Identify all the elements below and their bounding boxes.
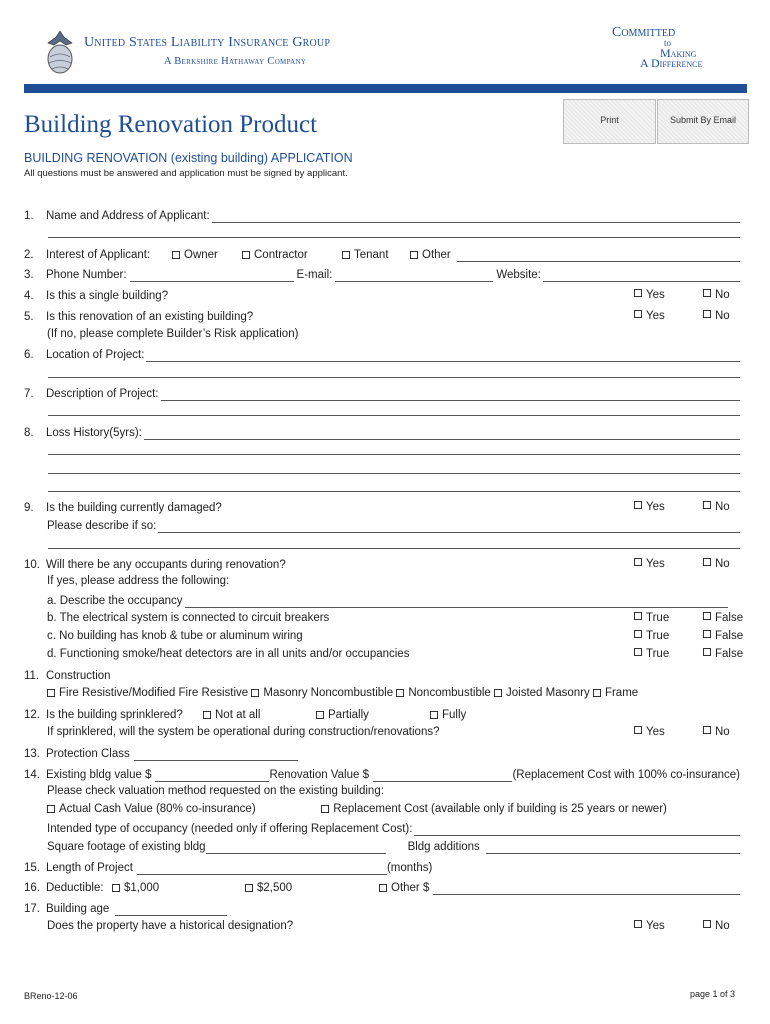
q12-label: Is the building sprinklered? (46, 709, 183, 721)
option-label: No (715, 501, 730, 513)
option-label: Replacement Cost (available only if building is 25 years or newer) (333, 803, 667, 815)
q14-sqft-label: Square footage of existing bldg (47, 841, 206, 853)
slogan-difference: Difference (651, 56, 703, 70)
q10d-label: d. Functioning smoke/heat detectors are in all units and/or occupancies (47, 648, 410, 660)
website-field[interactable] (543, 271, 740, 282)
option-label: No (715, 726, 730, 738)
square-footage-field[interactable] (206, 843, 386, 854)
q1-number: 1. (24, 210, 34, 222)
q2-other-label: Other (422, 249, 451, 261)
q9-row (24, 499, 740, 515)
q10b-label: b. The electrical system is connected to circuit breakers (47, 612, 330, 624)
company-subtitle: A Berkshire Hathaway Company (164, 56, 307, 67)
deductible-other[interactable] (379, 881, 429, 895)
section-heading (24, 151, 353, 165)
heading-part2: (existing building) (170, 151, 269, 165)
checkbox[interactable] (321, 805, 329, 813)
q2-tenant-option[interactable] (342, 248, 410, 262)
slogan-to: to (664, 38, 672, 48)
checkbox[interactable] (593, 689, 601, 697)
valuation-options (47, 803, 667, 816)
construction-fire-resistive[interactable] (47, 687, 248, 699)
company-name: United States Liability Insurance Group (84, 35, 331, 50)
q10b-true-option[interactable] (634, 612, 669, 624)
option-label: False (715, 630, 744, 642)
option-label: True (646, 648, 670, 660)
renovation-value-field[interactable] (373, 771, 512, 782)
construction-masonry-noncombustible[interactable] (251, 687, 393, 699)
q8-row (24, 424, 740, 440)
checkbox[interactable] (396, 689, 404, 697)
checkbox[interactable] (634, 648, 642, 656)
option-label: Yes (646, 920, 665, 932)
q4-number: 4. (24, 290, 34, 302)
q2-owner-label: Owner (184, 249, 218, 261)
project-length-field[interactable] (137, 864, 387, 875)
q12-no-option[interactable] (703, 726, 730, 738)
q1-field[interactable] (212, 212, 740, 223)
sprinkler-partially[interactable] (316, 708, 430, 722)
slogan (612, 25, 732, 70)
loss-history-field[interactable] (144, 429, 740, 440)
sprinkler-not-at-all[interactable] (203, 708, 316, 722)
q14-occupancy-label: Intended type of occupancy (needed only if offering Replacement Cost): (47, 823, 413, 835)
q15-number: 15. (24, 862, 40, 874)
q10c-label: c. No building has knob & tube or aluminum wiring (47, 630, 303, 642)
option-label: Fire Resistive/Modified Fire Resistive (59, 687, 249, 699)
description-field-line2[interactable] (48, 415, 740, 416)
checkbox[interactable] (634, 630, 642, 638)
page-title: Building Renovation Product (24, 111, 318, 138)
q8-number: 8. (24, 427, 34, 439)
q10-ifyes: If yes, please address the following: (47, 575, 230, 587)
option-label: Not at all (215, 709, 261, 721)
q14-number: 14. (24, 769, 40, 781)
q2-contractor-option[interactable] (242, 248, 342, 262)
option-label: Fully (442, 709, 467, 721)
construction-joisted-masonry[interactable] (494, 687, 590, 699)
q16-number: 16. (24, 882, 40, 894)
q3-number: 3. (24, 269, 34, 281)
q10-number: 10. (24, 559, 40, 571)
checkbox[interactable] (634, 501, 642, 509)
checkbox[interactable] (634, 289, 642, 297)
q6-row (24, 346, 740, 362)
q17-number: 17. (24, 903, 40, 915)
occupancy-field[interactable] (185, 597, 728, 608)
checkbox[interactable] (703, 558, 711, 566)
loss-history-line4[interactable] (48, 491, 740, 492)
q14-check-label: Please check valuation method requested on the existing building: (47, 785, 384, 797)
checkbox[interactable] (634, 612, 642, 620)
option-label: Yes (646, 558, 665, 570)
q15-row (24, 859, 740, 875)
checkbox[interactable] (634, 726, 642, 734)
checkbox[interactable] (242, 251, 250, 259)
q9-no-option[interactable] (703, 501, 730, 513)
option-label: Partially (328, 709, 369, 721)
deductible-1000[interactable] (112, 881, 245, 895)
q11-row (24, 667, 740, 683)
checkbox[interactable] (634, 558, 642, 566)
q2-label: Interest of Applicant: (46, 249, 151, 261)
checkbox[interactable] (703, 648, 711, 656)
q10d-false-option[interactable] (703, 648, 743, 660)
checkbox[interactable] (316, 711, 324, 719)
q6-number: 6. (24, 349, 34, 361)
q7-label: Description of Project: (46, 388, 159, 400)
q9-number: 9. (24, 502, 34, 514)
checkbox[interactable] (410, 251, 418, 259)
q17-row (24, 900, 740, 916)
q12-yes-option[interactable] (634, 726, 665, 738)
q17-yes-option[interactable] (634, 920, 665, 932)
deductible-other-field[interactable] (433, 884, 740, 895)
q7-row (24, 385, 740, 401)
q12-operational-label: If sprinklered, will the system be operational during construction/renovations? (47, 726, 440, 738)
q17-no-option[interactable] (703, 920, 730, 932)
q3-website-label: Website: (496, 269, 541, 281)
checkbox[interactable] (112, 884, 120, 892)
q14-additions-label: Bldg additions (407, 841, 480, 853)
q1-row (24, 207, 740, 223)
q2-tenant-label: Tenant (354, 249, 389, 261)
option-label: $2,500 (257, 882, 293, 894)
valuation-acv[interactable] (47, 803, 318, 815)
q11-label: Construction (46, 670, 111, 682)
option-label: False (715, 612, 744, 624)
checkbox[interactable] (245, 884, 253, 892)
q10-yes-option[interactable] (634, 558, 665, 570)
slogan-a: A (640, 56, 649, 70)
checkbox[interactable] (251, 689, 259, 697)
q13-label: Protection Class (46, 748, 130, 760)
q10-row (24, 556, 740, 572)
option-label: Yes (646, 501, 665, 513)
checkbox[interactable] (47, 689, 55, 697)
checkbox[interactable] (634, 310, 642, 318)
q17-label: Building age (46, 903, 110, 915)
submit-email-button[interactable]: Submit By Email (657, 99, 749, 144)
construction-options (47, 687, 638, 700)
option-label: No (715, 289, 730, 301)
q14-sqft-row (47, 838, 740, 854)
q8-label: Loss History(5yrs): (46, 427, 142, 439)
checkbox[interactable] (703, 630, 711, 638)
checkbox[interactable] (172, 251, 180, 259)
option-label: Noncombustible (408, 687, 491, 699)
construction-frame[interactable] (593, 687, 638, 699)
q16-label: Deductible: (46, 882, 104, 894)
sprinkler-fully[interactable] (430, 708, 466, 722)
q2-other-option[interactable] (410, 248, 451, 262)
option-label: Other $ (391, 882, 430, 894)
intended-occupancy-field[interactable] (414, 825, 740, 836)
description-field[interactable] (161, 390, 741, 401)
q7-number: 7. (24, 388, 34, 400)
q3-email-label: E-mail: (296, 269, 333, 281)
option-label: Yes (646, 310, 665, 322)
q10d-true-option[interactable] (634, 648, 669, 660)
instructions: All questions must be answered and application must be signed by applicant. (24, 168, 348, 179)
q17-historical-label: Does the property have a historical designation? (47, 920, 294, 932)
building-age-field[interactable] (115, 905, 227, 916)
loss-history-line2[interactable] (48, 454, 740, 455)
q6-label: Location of Project: (46, 349, 145, 361)
deductible-2500[interactable] (245, 881, 379, 895)
q5-yes-option[interactable] (634, 310, 665, 322)
q2-contractor-label: Contractor (254, 249, 308, 261)
header-bar (24, 84, 747, 93)
checkbox[interactable] (203, 711, 211, 719)
q2-other-field[interactable] (457, 251, 740, 262)
q4-row (24, 287, 740, 303)
checkbox[interactable] (703, 920, 711, 928)
option-label: No (715, 310, 730, 322)
location-field[interactable] (146, 351, 740, 362)
q2-owner-option[interactable] (172, 248, 242, 262)
checkbox[interactable] (47, 805, 55, 813)
location-field-line2[interactable] (48, 377, 740, 378)
q4-no-option[interactable] (703, 289, 730, 301)
damage-description-field[interactable] (158, 522, 740, 533)
heading-part3: APPLICATION (270, 151, 353, 165)
option-label: Frame (604, 687, 639, 699)
q14-occupancy-row (47, 820, 740, 836)
q10-no-option[interactable] (703, 558, 730, 570)
q15-unit: (months) (386, 862, 433, 874)
q9-yes-option[interactable] (634, 501, 665, 513)
q4-yes-option[interactable] (634, 289, 665, 301)
existing-value-field[interactable] (155, 771, 269, 782)
q2-row (24, 246, 740, 262)
q3-phone-label: Phone Number: (46, 269, 127, 281)
checkbox[interactable] (703, 501, 711, 509)
q14-row (24, 766, 740, 782)
checkbox[interactable] (634, 920, 642, 928)
checkbox[interactable] (494, 689, 502, 697)
option-label: Masonry Noncombustible (263, 687, 394, 699)
q13-number: 13. (24, 748, 40, 760)
q9-describe-label: Please describe if so: (47, 520, 157, 532)
eagle-globe-logo (44, 27, 76, 75)
q14-note: (Replacement Cost with 100% co-insurance) (512, 769, 740, 781)
slogan-making: Making (660, 46, 697, 60)
page-number: page 1 of 3 (690, 989, 736, 999)
q10c-true-option[interactable] (634, 630, 669, 642)
q10b-false-option[interactable] (703, 612, 743, 624)
q5-no-option[interactable] (703, 310, 730, 322)
q10c-false-option[interactable] (703, 630, 743, 642)
q11-number: 11. (24, 670, 40, 682)
email-field[interactable] (335, 271, 493, 282)
option-label: Actual Cash Value (80% co-insurance) (59, 803, 256, 815)
checkbox[interactable] (703, 726, 711, 734)
q12-row (24, 706, 740, 722)
q13-row (24, 745, 740, 761)
q12-number: 12. (24, 709, 40, 721)
q10a-row (47, 592, 728, 608)
q15-label: Length of Project (46, 862, 133, 874)
option-label: Yes (646, 726, 665, 738)
construction-noncombustible[interactable] (396, 687, 490, 699)
q4-label: Is this a single building? (46, 290, 169, 302)
option-label: True (646, 612, 670, 624)
q1-field-line2[interactable] (48, 237, 740, 238)
q5-number: 5. (24, 311, 34, 323)
phone-field[interactable] (130, 271, 294, 282)
option-label: False (715, 648, 744, 660)
q1-label: Name and Address of Applicant: (46, 210, 210, 222)
print-button[interactable]: Print (563, 99, 656, 144)
heading-part1: BUILDING RENOVATION (24, 151, 168, 165)
checkbox[interactable] (430, 711, 438, 719)
q5-row (24, 308, 740, 324)
q14-existing-label: Existing bldg value $ (46, 769, 152, 781)
q10-label: Will there be any occupants during renovation? (46, 559, 286, 571)
slogan-committed: Committed (612, 25, 676, 40)
checkbox[interactable] (703, 289, 711, 297)
q14-renovation-label: Renovation Value $ (269, 769, 369, 781)
q10a-label: a. Describe the occupancy (47, 595, 183, 607)
damage-description-line2[interactable] (48, 548, 740, 549)
checkbox[interactable] (342, 251, 350, 259)
valuation-rc[interactable] (321, 803, 667, 815)
q3-row (24, 266, 740, 282)
additions-field[interactable] (486, 843, 740, 854)
option-label: Joisted Masonry (506, 687, 590, 699)
loss-history-line3[interactable] (48, 473, 740, 474)
checkbox[interactable] (703, 310, 711, 318)
form-id: BReno-12-06 (24, 991, 78, 1001)
checkbox[interactable] (379, 884, 387, 892)
option-label: No (715, 558, 730, 570)
q16-row (24, 879, 740, 895)
protection-class-field[interactable] (134, 750, 298, 761)
q9-describe-row (47, 517, 740, 533)
option-label: No (715, 920, 730, 932)
option-label: $1,000 (124, 882, 160, 894)
q9-label: Is the building currently damaged? (46, 502, 222, 514)
q2-number: 2. (24, 249, 34, 261)
q5-label: Is this renovation of an existing building? (46, 311, 254, 323)
checkbox[interactable] (703, 612, 711, 620)
option-label: True (646, 630, 670, 642)
q5-note: (If no, please complete Builder’s Risk application) (47, 328, 299, 340)
option-label: Yes (646, 289, 665, 301)
